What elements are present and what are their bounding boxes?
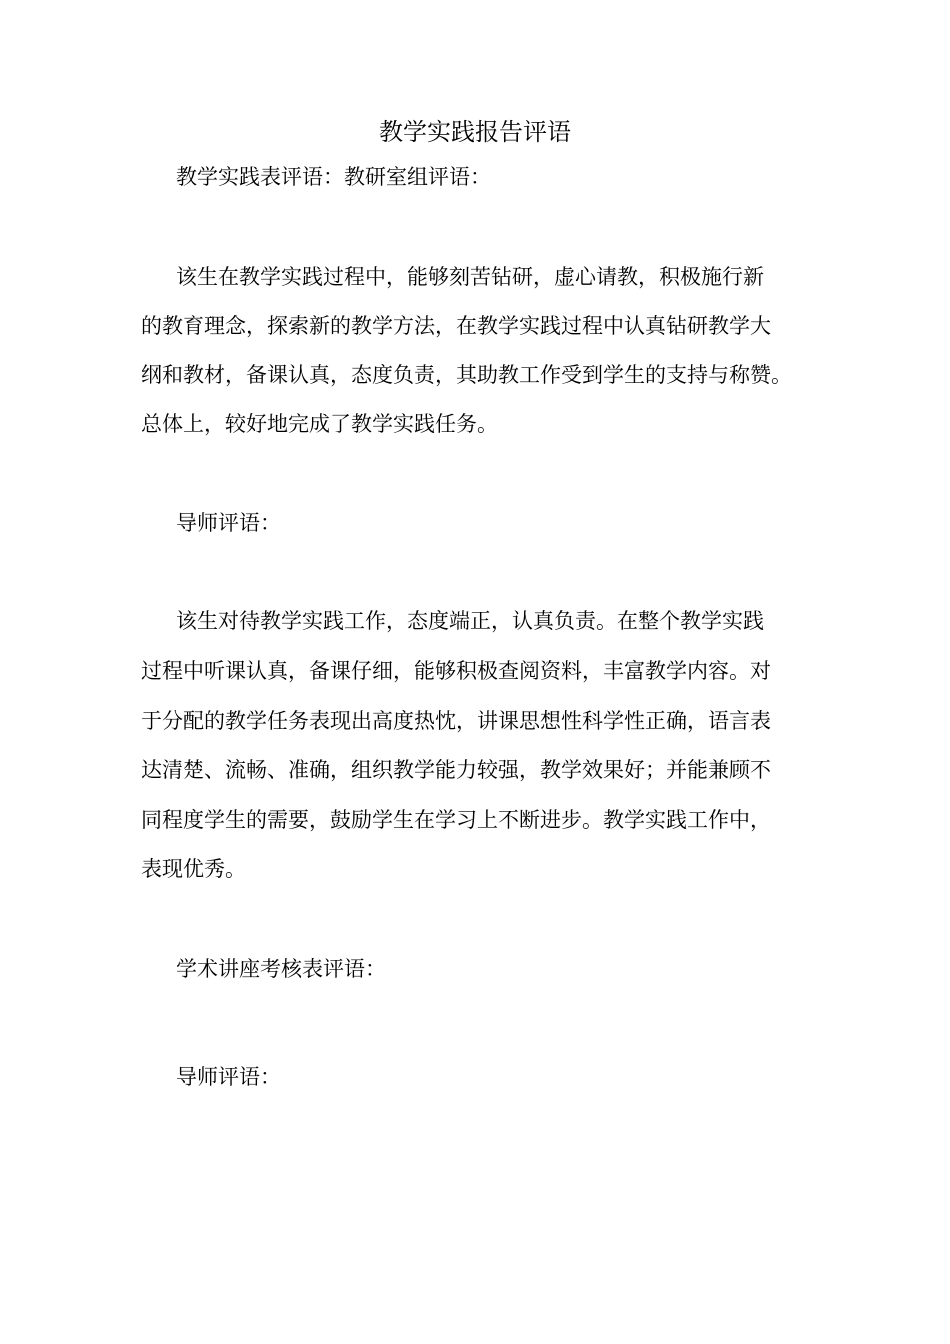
paragraph-line: 表现优秀。 (141, 857, 246, 881)
section-heading-practice-review: 教学实践表评语：教研室组评语： (176, 165, 491, 189)
paragraph-line: 该生在教学实践过程中，能够刻苦钻研，虚心请教，积极施行新 (176, 265, 764, 289)
paragraph-line: 纲和教材，备课认真，态度负责，其助教工作受到学生的支持与称赞。 (141, 363, 792, 387)
paragraph-line: 的教育理念，探索新的教学方法，在教学实践过程中认真钻研教学大 (141, 314, 771, 338)
section-heading-advisor-review-2: 导师评语： (176, 1065, 281, 1089)
paragraph-line: 总体上，较好地完成了教学实践任务。 (141, 412, 498, 436)
paragraph-line: 该生对待教学实践工作，态度端正，认真负责。在整个教学实践 (176, 609, 764, 633)
page-title: 教学实践报告评语 (379, 118, 571, 146)
paragraph-line: 过程中听课认真，备课仔细，能够积极查阅资料，丰富教学内容。对 (141, 659, 771, 683)
paragraph-line: 达清楚、流畅、准确，组织教学能力较强，教学效果好；并能兼顾不 (141, 758, 771, 782)
paragraph-line: 于分配的教学任务表现出高度热忱，讲课思想性科学性正确，语言表 (141, 709, 771, 733)
paragraph-line: 同程度学生的需要，鼓励学生在学习上不断进步。教学实践工作中， (141, 808, 771, 832)
section-heading-lecture-review: 学术讲座考核表评语： (176, 957, 386, 981)
section-heading-advisor-review: 导师评语： (176, 511, 281, 535)
